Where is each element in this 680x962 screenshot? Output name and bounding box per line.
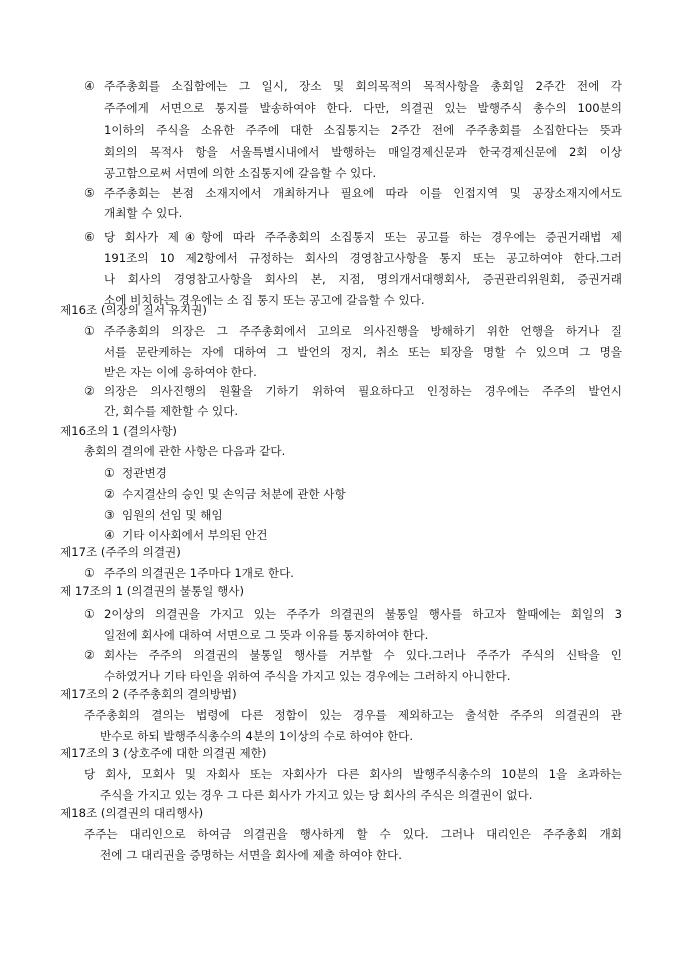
text-line: 전에 그 대리권을 증명하는 서면을 회사에 제출 하여야 한다. [100, 848, 402, 862]
article-heading: 제17조 (주주의 의결권) [60, 545, 181, 559]
text-line: 1이하의 주식을 소유한 주주에 대한 소집통지는 2주간 전에 주주총회를 소집한다는 뜻과 [104, 123, 622, 137]
item-marker: ② [84, 384, 95, 398]
article-heading: 제17조의 3 (상호주에 대한 의결권 제한) [60, 746, 267, 760]
text-line: 일전에 회사에 대하여 서면으로 그 뜻과 이유를 통지하여야 한다. [104, 628, 429, 642]
text-line: 당 회사가 제④항에 따라 주주총회의 소집통지 또는 공고를 하는 경우에는 증권거래법 제 [104, 230, 622, 244]
item-marker: ⑥ [84, 230, 95, 244]
list-item: 임원의 선임 및 해임 [122, 508, 223, 522]
text-line: 회의의 목적사 항을 서울특별시내에서 발행하는 매일경제신문과 한국경제신문에 2회 이상 [104, 145, 622, 159]
text-line: 2이상의 의결권을 가지고 있는 주주가 의결권의 불통일 행사를 하고자 할때에는 회일의 3 [104, 607, 622, 621]
list-marker: ① [104, 466, 115, 480]
list-item: 기타 이사회에서 부의된 안건 [122, 528, 268, 542]
list-item: 수지결산의 승인 및 손익금 처분에 관한 사항 [122, 487, 346, 501]
text-line: 주식을 가지고 있는 경우 그 다른 회사가 가지고 있는 당 회사의 주식은 의결권이 없다. [100, 788, 533, 802]
text-line: 주주총회를 소집함에는 그 일시, 장소 및 회의목적의 목적사항을 총회일 2주간 전에 각 [104, 79, 622, 93]
article-heading: 제18조 (의결권의 대리행사) [60, 806, 204, 820]
article-heading: 제 17조의 1 (의결권의 불통일 행사) [60, 584, 244, 598]
item-marker: ① [84, 566, 95, 580]
text-line: 개최할 수 있다. [104, 206, 183, 220]
text-line: 의장은 의사진행의 원활을 기하기 위하여 필요하다고 인정하는 경우에는 주주의 발언시 [104, 384, 622, 398]
text-line: 나 회사의 경영참고사항을 회사의 본, 지점, 명의개서대행회사, 증권관리위원회, 증권거래 [104, 272, 622, 286]
text-line: 회사는 주주의 의결권의 불통일 행사를 거부할 수 있다.그러나 주주가 주식의 신탁을 인 [104, 648, 622, 662]
article-heading: 제16조의 1 (결의사항) [60, 424, 177, 438]
article-intro: 총회의 결의에 관한 사항은 다음과 같다. [84, 444, 286, 458]
item-marker: ② [84, 648, 95, 662]
list-item: 정관변경 [122, 466, 167, 480]
article-heading: 제17조의 2 (주주총회의 결의방법) [60, 687, 237, 701]
text-line: 주주에게 서면으로 통지를 발송하여야 한다. 다만, 의결권 있는 발행주식 총수의 100분의 [104, 101, 622, 115]
text-line: 공고함으로써 서면에 의한 소집통지에 갈음할 수 있다. [104, 166, 377, 180]
text-line: 주주총회의 의장은 그 주주총회에서 고의로 의사진행을 방해하기 위한 언행을 하거나 질 [104, 324, 622, 338]
item-marker: ① [84, 324, 95, 338]
text-line: 수하였거나 기타 타인을 위하여 주식을 가지고 있는 경우에는 그러하지 아니한다. [104, 669, 511, 683]
text-line: 간, 회수를 제한할 수 있다. [104, 404, 239, 418]
text-line: 주주총회의 결의는 법령에 다른 정함이 있는 경우를 제외하고는 출석한 주주의 의결권의 관 [84, 708, 622, 722]
text-line: 191조의 10 제2항에서 규정하는 회사의 경영참고사항을 통지 또는 공고하여야 한다.그러 [104, 251, 622, 265]
item-marker: ④ [84, 79, 95, 93]
article-heading: 제16조 (의장의 질서 유지권) [60, 303, 207, 317]
text-line: 받은 자는 이에 응하여야 한다. [104, 365, 257, 379]
text-line: 소에 비치하는 경우에는 소 집 통지 또는 공고에 갈음할 수 있다. [104, 293, 425, 307]
list-marker: ④ [104, 528, 115, 542]
text-line: 당 회사, 모회사 및 자회사 또는 자회사가 다른 회사의 발행주식총수의 10분의 1을 초과하는 [84, 767, 622, 781]
text-line: 주주총회는 본점 소재지에서 개최하거나 필요에 따라 이를 인접지역 및 공장소재지에서도 [104, 186, 622, 200]
text-line: 서를 문란케하는 자에 대하여 그 발언의 정지, 취소 또는 퇴장을 명할 수 있으며 그 명을 [104, 345, 622, 359]
text-line: 반수로 하되 발행주식총수의 4분의 1이상의 수로 하여야 한다. [100, 729, 414, 743]
list-marker: ③ [104, 508, 115, 522]
item-marker: ① [84, 607, 95, 621]
text-line: 주주는 대리인으로 하여금 의결권을 행사하게 할 수 있다. 그러나 대리인은 주주총회 개회 [84, 827, 622, 841]
list-marker: ② [104, 487, 115, 501]
text-line: 주주의 의결권은 1주마다 1개로 한다. [104, 566, 294, 580]
item-marker: ⑤ [84, 186, 95, 200]
